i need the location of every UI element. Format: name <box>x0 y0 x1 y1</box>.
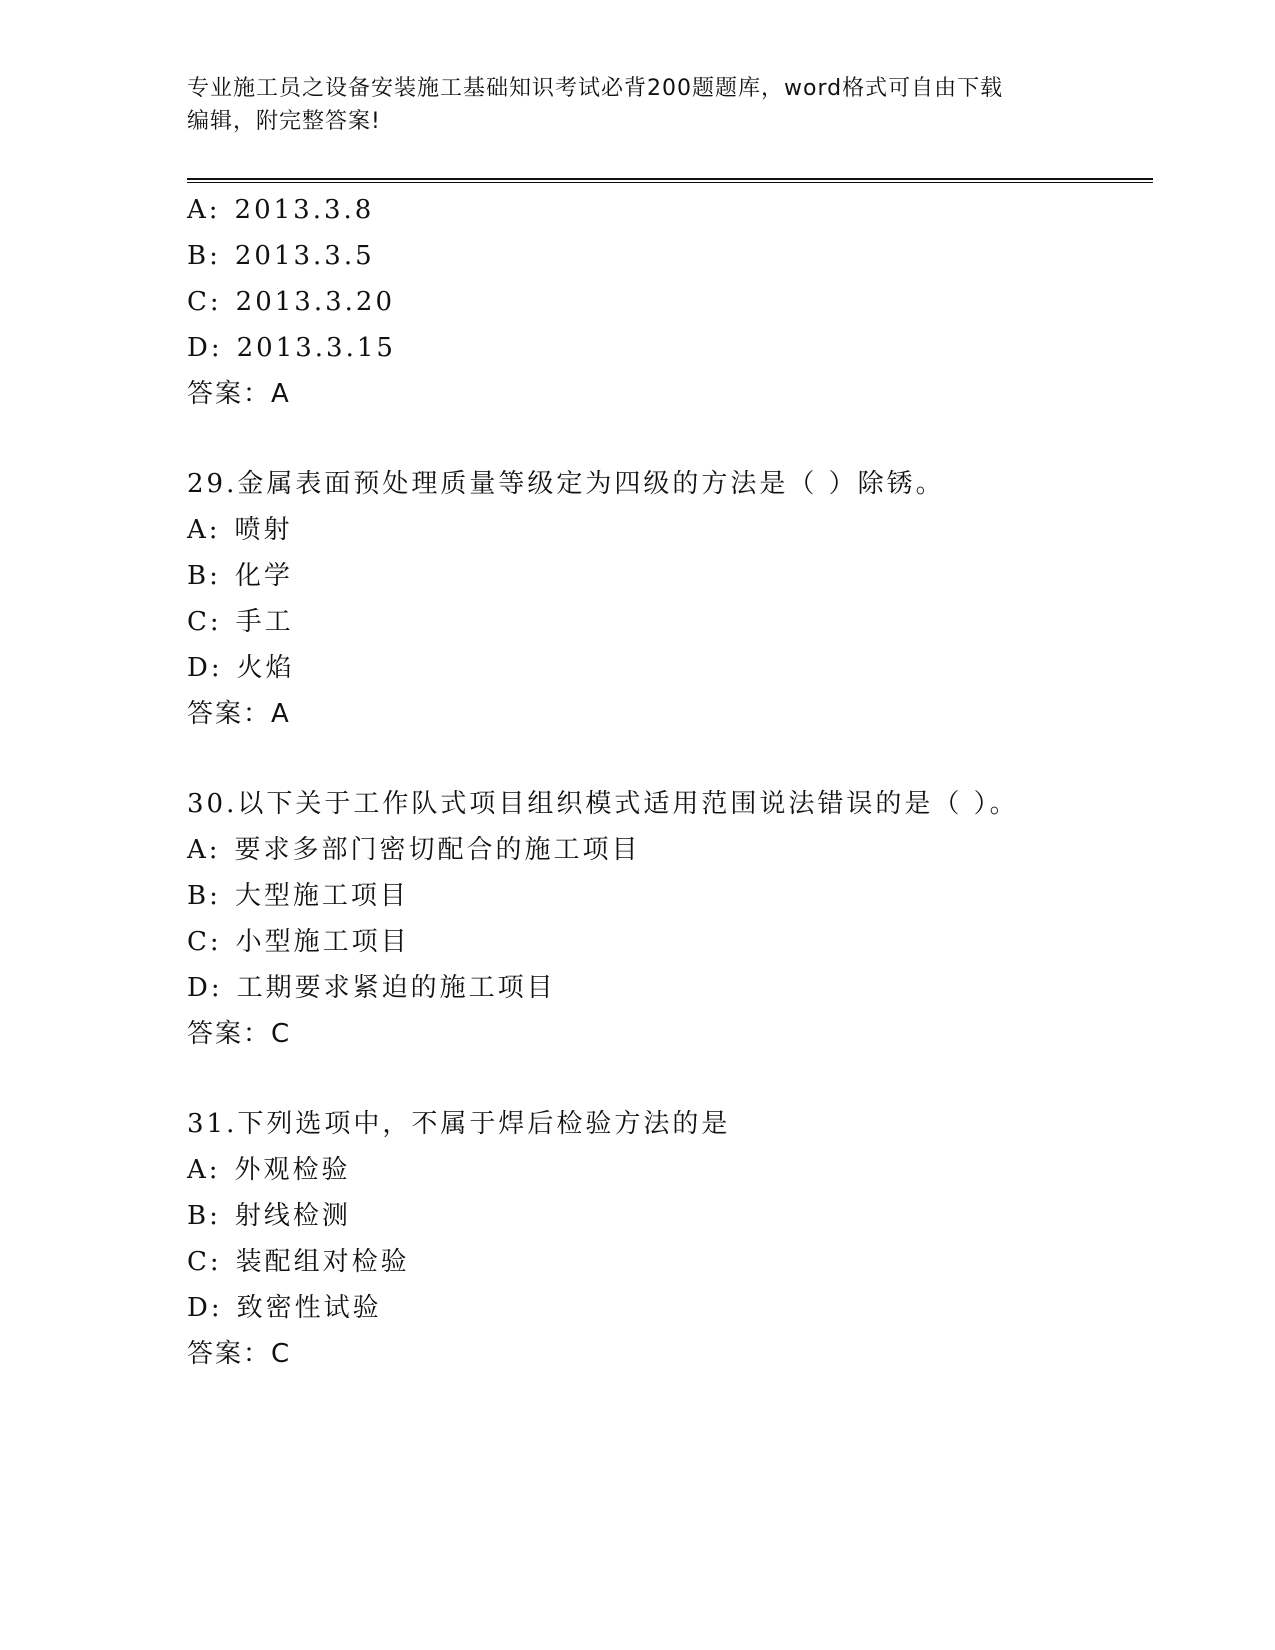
option-b <box>187 553 1147 599</box>
header-title-line-1: 专业施工员之设备安装施工基础知识考试必背200题题库，word格式可自由下载 <box>187 76 1004 101</box>
question-stem: 30.以下关于工作队式项目组织模式适用范围说法错误的是（ ）。 <box>187 789 1019 819</box>
question-block-30 <box>187 781 1147 1057</box>
answer-value: C <box>271 1019 292 1049</box>
option-letter: B <box>187 881 210 911</box>
option-d <box>187 1285 1147 1331</box>
option-a <box>187 187 1147 233</box>
option-b <box>187 1193 1147 1239</box>
option-separator: : <box>210 973 223 1003</box>
option-text: 2013.3.20 <box>235 287 395 317</box>
option-text: 致密性试验 <box>236 1293 382 1323</box>
answer-value: A <box>271 379 291 409</box>
document-header <box>187 72 1067 138</box>
option-separator: : <box>209 287 222 317</box>
header-title-line-2: 编辑，附完整答案! <box>187 109 381 134</box>
option-separator: : <box>209 1201 221 1231</box>
option-letter: C <box>187 607 210 637</box>
header-divider <box>187 178 1153 183</box>
option-letter: D <box>187 973 211 1003</box>
option-text: 装配组对检验 <box>235 1247 410 1277</box>
option-d <box>187 645 1147 691</box>
option-letter: B <box>187 561 210 591</box>
answer-line <box>187 691 1147 737</box>
option-separator: : <box>209 881 221 911</box>
answer-line <box>187 371 1147 417</box>
question-list <box>187 187 1147 1377</box>
option-separator: : <box>208 1155 221 1185</box>
spacer <box>187 1057 1147 1101</box>
spacer <box>187 737 1147 781</box>
option-b <box>187 873 1147 919</box>
option-text: 小型施工项目 <box>235 927 410 957</box>
question-block-continued <box>187 187 1147 417</box>
spacer <box>187 417 1147 461</box>
option-d <box>187 965 1147 1011</box>
answer-value: C <box>271 1339 292 1369</box>
option-separator: : <box>209 241 221 271</box>
option-separator: : <box>209 1247 222 1277</box>
option-a <box>187 1147 1147 1193</box>
option-letter: D <box>187 333 211 363</box>
option-a <box>187 827 1147 873</box>
option-text: 大型施工项目 <box>234 881 409 911</box>
option-letter: B <box>187 1201 210 1231</box>
option-separator: : <box>210 653 223 683</box>
option-c <box>187 1239 1147 1285</box>
option-letter: A <box>187 515 209 545</box>
option-text: 射线检测 <box>234 1201 351 1231</box>
option-c <box>187 919 1147 965</box>
option-separator: : <box>208 515 221 545</box>
answer-line <box>187 1331 1147 1377</box>
option-a <box>187 507 1147 553</box>
option-letter: A <box>187 1155 209 1185</box>
option-c <box>187 599 1147 645</box>
option-text: 2013.3.5 <box>234 241 375 271</box>
option-letter: A <box>187 195 209 225</box>
option-letter: D <box>187 1293 211 1323</box>
option-letter: C <box>187 927 210 957</box>
option-text: 工期要求紧迫的施工项目 <box>236 973 556 1003</box>
option-separator: : <box>209 607 222 637</box>
option-separator: : <box>208 195 221 225</box>
option-separator: : <box>208 835 221 865</box>
answer-label: 答案： <box>187 1019 272 1049</box>
option-separator: : <box>210 1293 223 1323</box>
option-letter: B <box>187 241 210 271</box>
question-block-29 <box>187 461 1147 737</box>
question-stem: 31.下列选项中，不属于焊后检验方法的是 <box>187 1109 731 1139</box>
option-letter: C <box>187 287 210 317</box>
answer-label: 答案： <box>187 379 272 409</box>
answer-value: A <box>271 699 291 729</box>
option-text: 喷射 <box>234 515 293 545</box>
option-d <box>187 325 1147 371</box>
option-letter: A <box>187 835 209 865</box>
answer-line <box>187 1011 1147 1057</box>
answer-label: 答案： <box>187 699 272 729</box>
option-text: 2013.3.15 <box>236 333 396 363</box>
option-c <box>187 279 1147 325</box>
option-text: 要求多部门密切配合的施工项目 <box>234 835 641 865</box>
option-separator: : <box>209 927 222 957</box>
option-text: 火焰 <box>236 653 295 683</box>
option-b <box>187 233 1147 279</box>
answer-label: 答案： <box>187 1339 272 1369</box>
question-block-31 <box>187 1101 1147 1377</box>
option-letter: D <box>187 653 211 683</box>
option-text: 2013.3.8 <box>234 195 375 225</box>
option-separator: : <box>210 333 223 363</box>
option-separator: : <box>209 561 221 591</box>
option-text: 外观检验 <box>234 1155 351 1185</box>
option-text: 化学 <box>234 561 293 591</box>
option-letter: C <box>187 1247 210 1277</box>
option-text: 手工 <box>235 607 294 637</box>
question-stem: 29.金属表面预处理质量等级定为四级的方法是（ ）除锈。 <box>187 469 945 499</box>
